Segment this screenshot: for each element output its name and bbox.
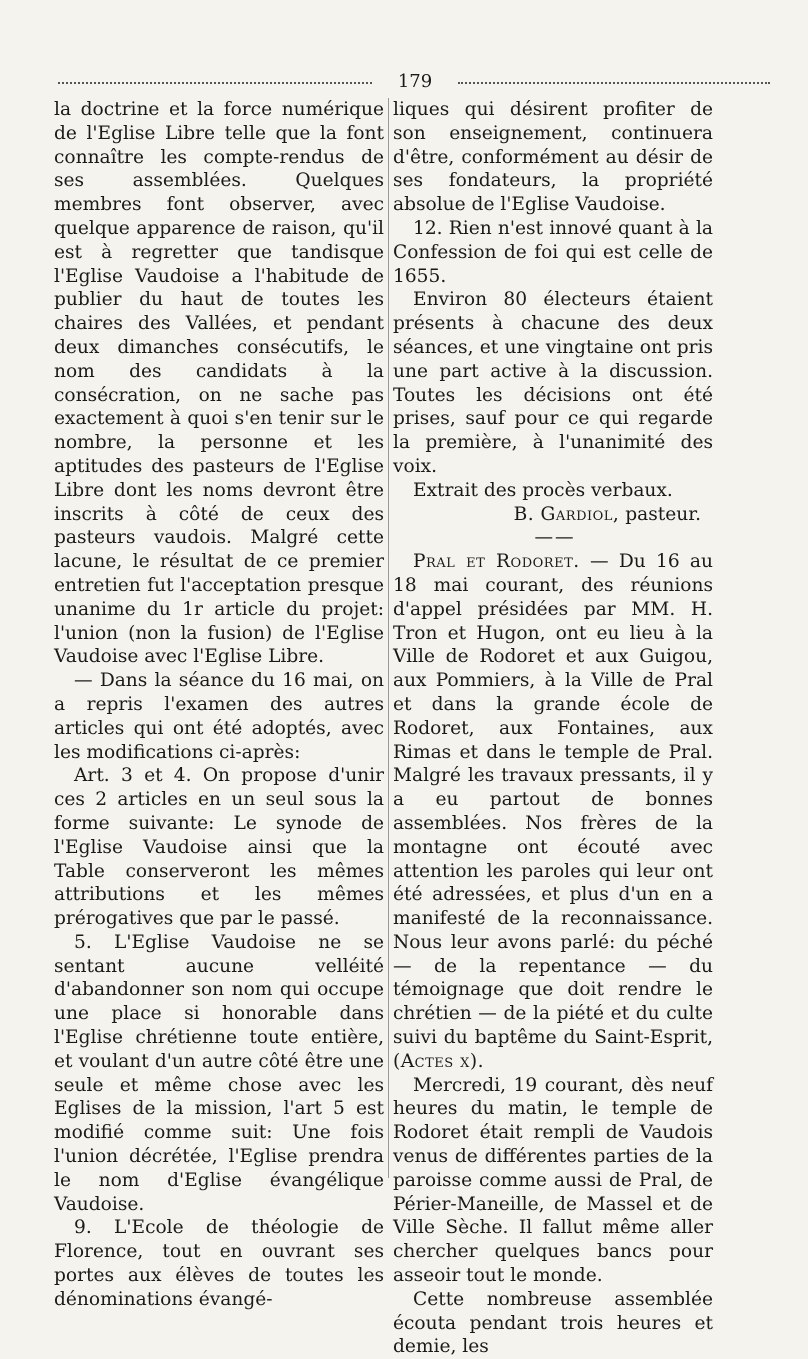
paragraph: 5. L'Eglise Vaudoise ne se sentant aucune velléité d'abandonner son nom qui occupe une place si honorable dans l'Eglise chrétienne toute entière, et voulant d'un autre côté être une seule et même chose avec les Eglises de la mission, l'art 5 est modifié comme suit: Une fois l'union décrétée, l'Eglise prendra le nom d'Eglise évangélique Vaudoise.: [54, 931, 384, 1215]
paragraph: — Dans la séance du 16 mai, on a repris l'examen des autres articles qui ont été adoptés, avec les modifications ci-après:: [54, 670, 384, 763]
header-rule-left: [58, 82, 372, 84]
signature-name: B. Gardiol,: [513, 503, 620, 525]
signature-role: pasteur.: [619, 503, 701, 525]
left-column: [54, 98, 384, 1312]
section-heading: Pral et Rodoret.: [413, 551, 580, 573]
paragraph: Mercredi, 19 courant, dès neuf heures du matin, le temple de Rodoret était rempli de Vaudois venus de différentes parties de la paroisse comme aussi de Pral, de Périer-Maneille, de Massel et de Ville Sèche. Il fallut même aller chercher quelques bancs pour asseoir tout le monde.: [393, 1074, 713, 1287]
paragraph: la doctrine et la force numérique de l'Eglise Libre telle que la font connaître les compte-rendus de ses assemblées. Quelques membres font observer, avec quelque apparence de raison, qu'il est à regretter que tandisque l'Eglise Vaudoise a l'habitude de publier du haut de toutes les chaires des Vallées, et pendant deux dimanches consécutifs, le nom des candidats à la consécration, on ne sache pas exactement à quoi s'en tenir sur le nombre, la personne et les aptitudes des pasteurs de l'Eglise Libre dont les noms devront être inscrits à côté de ceux des pasteurs vaudois. Malgré cette lacune, le résultat de ce premier entretien fut l'acceptation presque unanime du 1r article du projet: l'union (non la fusion) de l'Eglise Vaudoise avec l'Eglise Libre.: [54, 99, 384, 668]
paragraph: [393, 550, 713, 1074]
page-header: [58, 72, 770, 94]
bible-reference: (Actes x).: [393, 1050, 485, 1072]
paragraph: Art. 3 et 4. On propose d'unir ces 2 articles en un seul sous la forme suivante: Le synode de l'Eglise Vaudoise ainsi que la Table conserveront les mêmes attributions et les mêmes prérogatives que par le passé.: [54, 765, 384, 930]
paragraph: 12. Rien n'est innové quant à la Confession de foi qui est celle de 1655.: [393, 217, 713, 287]
paragraph: Cette nombreuse assemblée écouta pendant trois heures et demie, les: [393, 1288, 713, 1358]
column-divider: [388, 98, 389, 1178]
paragraph: 9. L'Ecole de théologie de Florence, tout en ouvrant ses portes aux élèves de toutes les dénominations évangé-: [54, 1217, 384, 1310]
paragraph: Environ 80 électeurs étaient présents à chacune des deux séances, et une vingtaine ont pris une part active à la discussion. Toutes les décisions ont été prises, sauf pour ce qui regarde la première, à l'unanimité des voix.: [393, 289, 713, 477]
paragraph: liques qui désirent profiter de son enseignement, continuera d'être, conformément au désir de ses fondateurs, la propriété absolue de l'Eglise Vaudoise.: [393, 99, 713, 216]
right-column: [393, 98, 713, 1359]
section-separator: — —: [534, 527, 572, 549]
header-rule-right: [458, 82, 770, 84]
paragraph-body: — Du 16 au 18 mai courant, des réunions d'appel présidées par MM. H. Tron et Hugon, ont eu lieu à la Ville de Rodoret et aux Guigou, aux Pommiers, à la Ville de Pral et dans la grande école de Rodoret, aux Fontaines, aux Rimas et dans le temple de Pral. Malgré les travaux pressants, il y a eu partout de bonnes assemblées. Nos frères de la montagne ont écouté avec attention les paroles qui leur ont été adressées, et plus d'un en a manifesté de la reconnaissance. Nous leur avons parlé: du péché — de la repentance — du témoignage que doit rendre le chrétien — de la piété et du culte suivi du baptême du Saint-Esprit,: [393, 551, 713, 1049]
paragraph: Extrait des procès verbaux.: [413, 479, 673, 501]
page-number: 179: [397, 71, 433, 92]
signature: [393, 503, 713, 527]
